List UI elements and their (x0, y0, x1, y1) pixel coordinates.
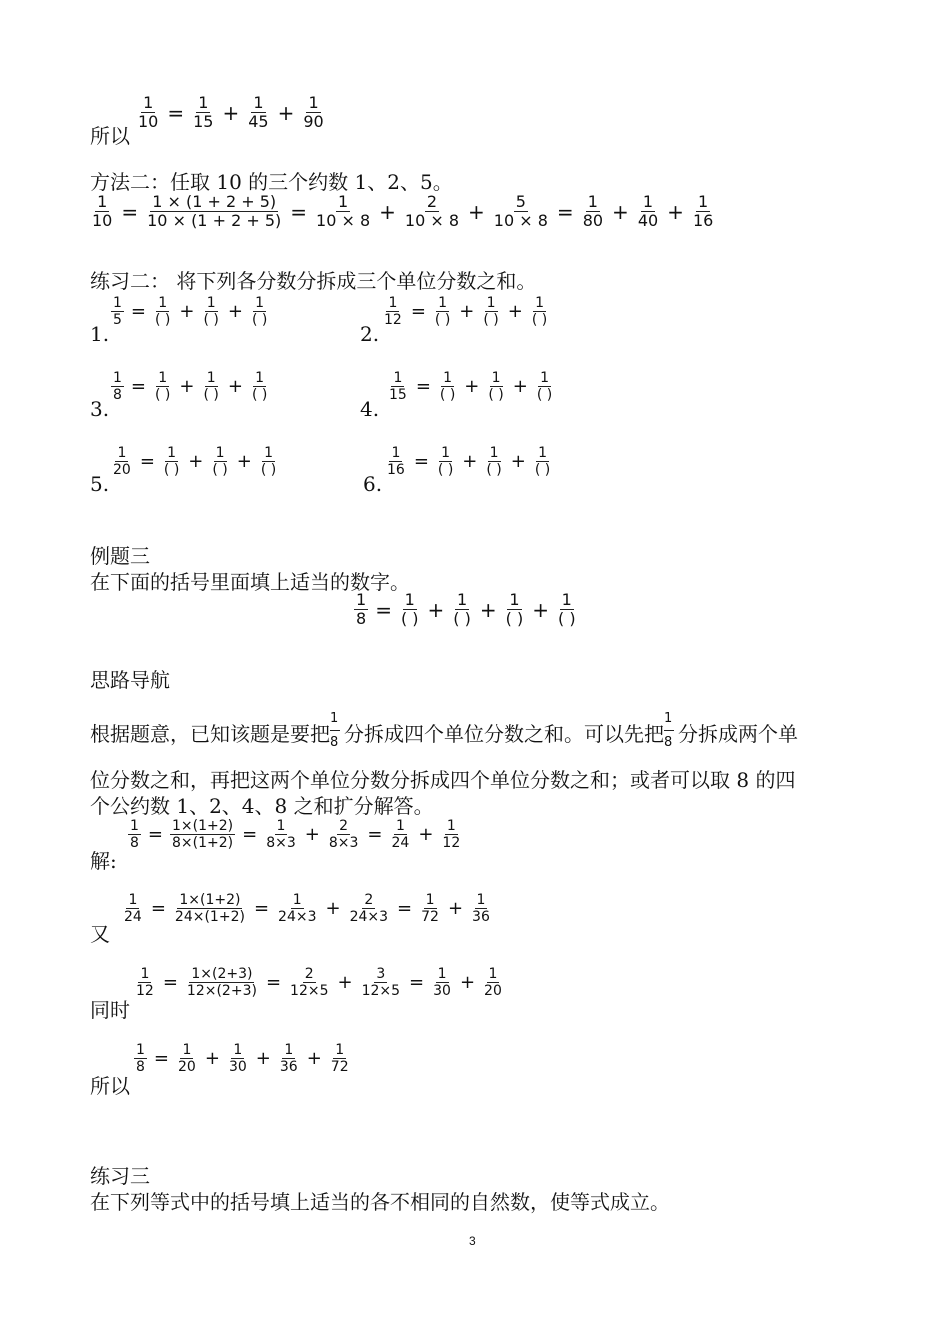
solution-result: $\frac{1}{8}$ = $\frac{1}{20}$ + $\frac{1}{30}$ + $\frac{1}{36}$ + $\frac{1}{72}$ (136, 1042, 349, 1076)
guide-paragraph-line-1: 根据题意，已知该题是要把 $\frac{1}{8}$ 分拆成四个单位分数之和。可以先把 $\frac{1}{8}$ 分拆成两个单 (90, 711, 798, 750)
item-number-1: 1. (90, 322, 110, 346)
practice3-heading: 练习三 (90, 1164, 150, 1188)
practice2-item-5: $\frac{1}{20}$ = 1 ( ) + 1 ( ) + 1 ( ) (113, 445, 277, 479)
item-number-5: 5. (90, 472, 110, 496)
guide-paragraph-line-2: 位分数之和，再把这两个单位分数分拆成四个单位分数之和；或者可以取 8 的四 (90, 768, 796, 792)
also-label: 又 (90, 922, 110, 946)
item-number-4: 4. (360, 397, 380, 421)
practice2-item-6: $\frac{1}{16}$ = 1 ( ) + 1 ( ) + 1 ( ) (387, 445, 551, 479)
solution-label: 解: (90, 849, 117, 873)
equation-1-10: $\frac{1}{10}$ = $\frac{1}{15}$ + $\frac{1}{45}$ + $\frac{1}{90}$ (138, 93, 324, 132)
practice2-item-4: $\frac{1}{15}$ = 1 ( ) + 1 ( ) + 1 ( ) (389, 370, 553, 404)
solution-step-2: $\frac{1}{24}$ = $\frac{1\times(1+2)}{24\times(1+2)}$ = $\frac{1}{24\times 3}$ + $\frac{2}{24\times 3}$ = $\frac{1}{72}$ + $\frac{1}{36}$ (124, 892, 490, 926)
practice2-item-3: $\frac{1}{8}$ = 1 ( ) + 1 ( ) + 1 ( ) (113, 370, 268, 404)
guide-paragraph-line-3: 个公约数 1、2、4、8 之和扩分解答。 (90, 794, 434, 818)
solution-step-1: $\frac{1}{8}$ = $\frac{1\times(1+2)}{8\times(1+2)}$ = $\frac{1}{8\times 3}$ + $\frac{2}{8\times 3}$ = $\frac{1}{24}$ + $\frac{1}{12}$ (130, 818, 461, 852)
method2-heading: 方法二：任取 10 的三个约数 1、2、5。 (90, 170, 453, 194)
example3-equation: $\frac{1}{8}$ = 1 ( ) + 1 ( ) + 1 ( ) + 1 ( ) (356, 590, 576, 629)
example3-heading: 例题三 (90, 544, 150, 568)
item-number-2: 2. (360, 322, 380, 346)
practice3-task: 在下列等式中的括号填上适当的各不相同的自然数，使等式成立。 (90, 1190, 670, 1214)
guide-heading: 思路导航 (90, 668, 170, 692)
page-number: 3 (469, 1234, 476, 1248)
item-number-6: 6. (363, 472, 383, 496)
example3-task: 在下面的括号里面填上适当的数字。 (90, 570, 410, 594)
therefore-label: 所以 (90, 1074, 130, 1098)
meanwhile-label: 同时 (90, 998, 130, 1022)
suoyi-label: 所以 (90, 124, 130, 148)
solution-step-3: $\frac{1}{12}$ = $\frac{1\times(2+3)}{12\times(2+3)}$ = $\frac{2}{12\times 5}$ + $\frac{3}{12\times 5}$ = $\frac{1}{30}$ + $\frac{1}{20}$ (136, 966, 502, 1000)
practice2-item-2: $\frac{1}{12}$ = 1 ( ) + 1 ( ) + 1 ( ) (384, 295, 548, 329)
item-number-3: 3. (90, 397, 110, 421)
practice2-item-1: $\frac{1}{5}$ = 1 ( ) + 1 ( ) + 1 ( ) (113, 295, 268, 329)
method2-equation: $\frac{1}{10}$ = $\frac{1 \times (1 + 2 + 5)}{10 \times (1 + 2 + 5)}$ = $\frac{1}{10 \times 8}$ + $\frac{2}{10 \times 8}$ + $\frac{5}{10 \times 8}$ = $\frac{1}{80}$ + $\frac{1}{40}$ + $\frac{1}{16}$ (92, 192, 714, 231)
practice2-heading: 练习二： 将下列各分数分拆成三个单位分数之和。 (90, 269, 537, 293)
